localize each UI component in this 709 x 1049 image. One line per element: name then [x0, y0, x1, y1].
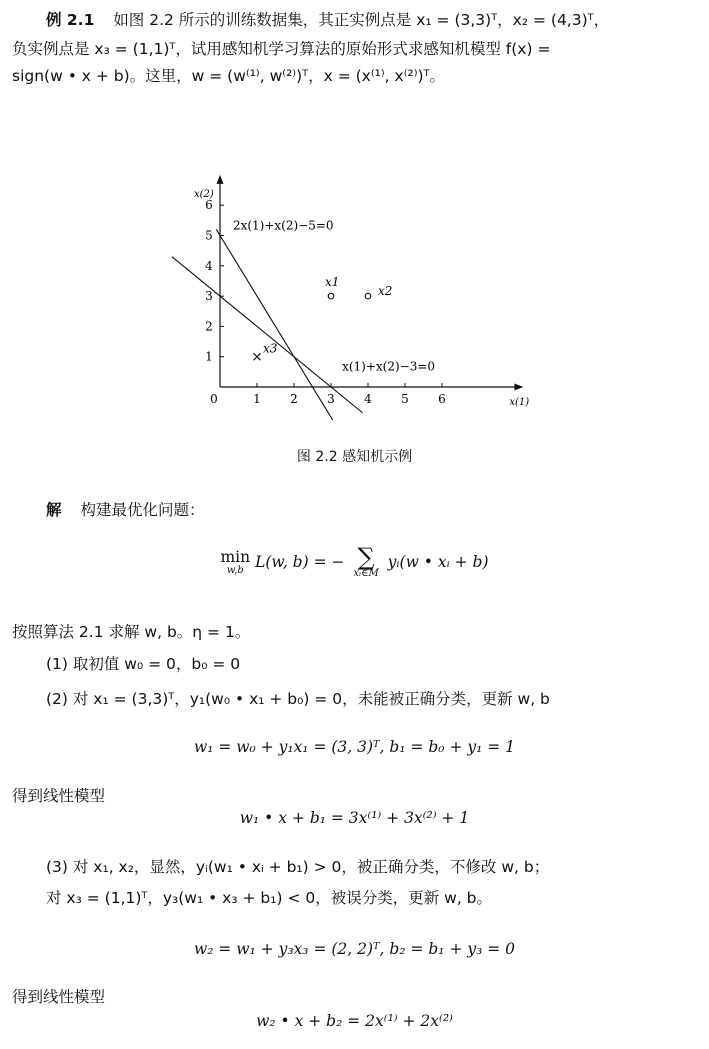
y-tick-label: 5	[205, 228, 213, 243]
objective-tail: yᵢ(w • xᵢ + b)	[387, 553, 489, 571]
y-tick-label: 2	[205, 319, 213, 334]
point-label: x1	[325, 275, 340, 290]
solution-label: 解	[46, 501, 62, 519]
step-3a: (3) 对 x₁, x₂，显然，yᵢ(w₁ • xᵢ + b₁) > 0，被正确分类，不修改 w, b；	[46, 858, 550, 876]
figure-caption: 图 2.2 感知机示例	[296, 449, 413, 465]
algo-line: 按照算法 2.1 求解 w, b。η = 1。	[12, 623, 251, 641]
step-1: (1) 取初值 w₀ = 0，b₀ = 0	[46, 655, 241, 673]
solution-header	[46, 500, 204, 520]
model-label-1: 得到线性模型	[12, 787, 106, 805]
line-b-label: x(1)+x(2)−3=0	[342, 359, 436, 374]
x-tick-label: 4	[364, 392, 372, 406]
x-tick-label: 0	[210, 392, 218, 406]
point-label: x2	[378, 284, 393, 299]
example-label: 例 2.1	[46, 11, 95, 29]
separating-line	[216, 229, 344, 420]
y-axis-arrow	[217, 175, 224, 184]
equation-w1: w₁ = w₀ + y₁x₁ = (3, 3)ᵀ, b₁ = b₀ + y₁ = 1	[193, 738, 516, 756]
example-line-1	[12, 10, 695, 30]
x-tick-label: 1	[253, 392, 261, 406]
equation-w2: w₂ = w₁ + y₃x₃ = (2, 2)ᵀ, b₂ = b₁ + y₃ = 0	[193, 940, 516, 958]
x-tick-label: 6	[438, 392, 446, 406]
x-tick-label: 2	[290, 392, 298, 406]
negative-point	[254, 353, 261, 360]
x-axis-label: x(1)	[509, 397, 530, 408]
axes	[217, 175, 524, 391]
example-line-2: 负实例点是 x₃ = (1,1)ᵀ，试用感知机学习算法的原始形式求感知机模型 f(x) =	[12, 40, 551, 58]
positive-point	[328, 293, 334, 299]
perceptron-figure	[150, 120, 570, 420]
step-3b: 对 x₃ = (1,1)ᵀ，y₃(w₁ • x₃ + b₁) < 0，被误分类，更新 w, b。	[46, 889, 493, 907]
y-tick-label: 4	[205, 258, 213, 273]
min-operator: min w,b	[220, 548, 251, 576]
equation-model-2: w₂ • x + b₂ = 2x⁽¹⁾ + 2x⁽²⁾	[256, 1012, 453, 1030]
solution-intro: 构建最优化问题：	[80, 501, 205, 519]
y-axis-label: x(2)	[194, 188, 214, 200]
objective-equation	[0, 545, 709, 579]
sum-operator: ∑ xᵢ∈M	[353, 543, 379, 579]
model-label-2: 得到线性模型	[12, 988, 106, 1006]
data-points	[254, 275, 393, 360]
example-text-1: 如图 2.2 所示的训练数据集，其正实例点是 x₁ = (3,3)ᵀ，x₂ = (4,3)ᵀ，	[113, 11, 610, 29]
step-2: (2) 对 x₁ = (3,3)ᵀ，y₁(w₀ • x₁ + b₀) = 0，未能被正确分类，更新 w, b	[46, 690, 550, 708]
line-a-label: 2x(1)+x(2)−5=0	[232, 218, 334, 233]
x-tick-label: 5	[401, 392, 409, 406]
y-tick-label: 1	[205, 349, 213, 364]
example-line-3: sign(w • x + b)。这里，w = (w⁽¹⁾, w⁽²⁾)ᵀ，x = (x⁽¹⁾, x⁽²⁾)ᵀ。	[12, 67, 446, 85]
objective-expression: L(w, b) = −	[255, 553, 345, 571]
y-tick-label: 6	[205, 198, 213, 213]
x-axis-arrow	[514, 384, 523, 391]
positive-point	[365, 293, 371, 299]
point-label: x3	[263, 341, 278, 356]
y-tick-label: 3	[205, 289, 213, 304]
x-tick-label: 3	[327, 392, 335, 406]
equation-model-1: w₁ • x + b₁ = 3x⁽¹⁾ + 3x⁽²⁾ + 1	[239, 809, 470, 827]
